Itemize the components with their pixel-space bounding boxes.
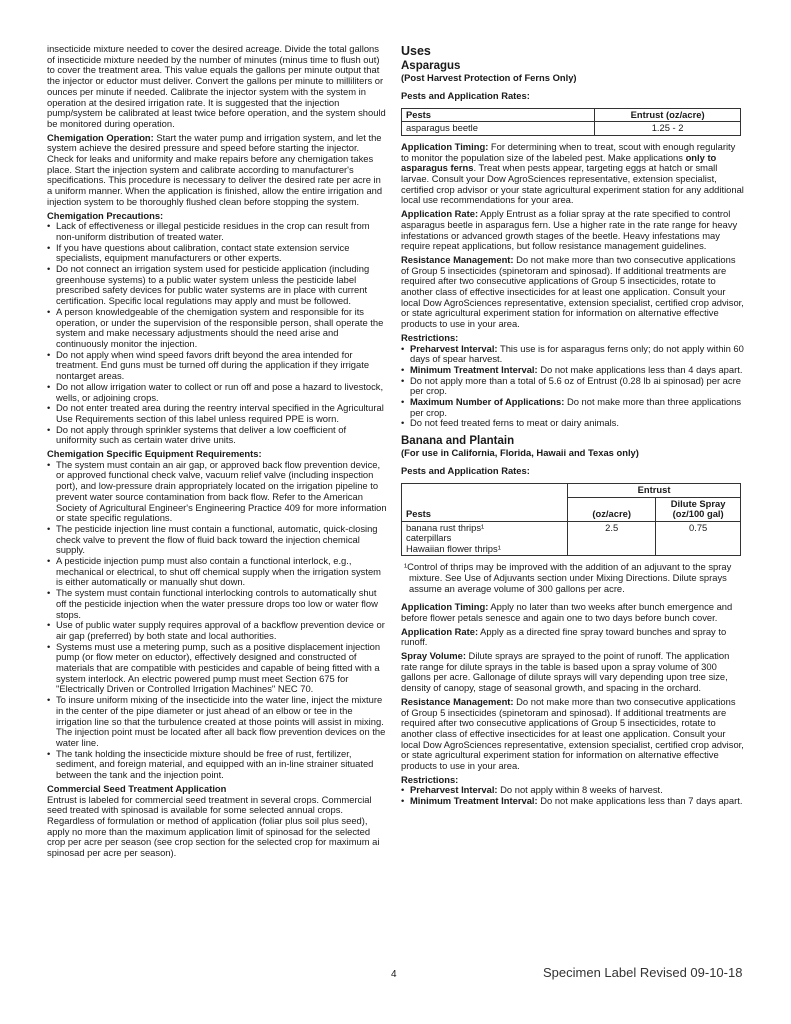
banana-spray-text: Dilute sprays are sprayed to the point of runoff. The application rate range for dilute sprays in the table is based upon a spray volume of 300 gallons per acre. Gallonage of dilute sprays will vary depending upon tree size, density of canopy, stage of seasonal growth, and spacing in the orchard. [401,650,730,694]
precautions-list [47,221,387,446]
banana-rate-label: Application Rate: [401,625,479,637]
list-item: • Use of public water supply requires approval of a backflow prevention device or air gap (preferred) by both state and local authorities. [47,620,387,641]
table-header-dilute: Dilute Spray (oz/100 gal) [656,497,741,521]
asparagus-subtitle: (Post Harvest Protection of Ferns Only) [401,71,577,83]
pest-item: Hawaiian flower thrips¹ [406,542,501,554]
list-item: • Systems must use a metering pump, such as a positive displacement injection pump (or flow meter on eductor), effectively designed and constructed of materials that are compatible with pesticides and capable of being fitted with a system interlock. An electric powered pump must meet Section 675 for "Electrically Driven or Controlled Irrigation Machines" NEC 70. [47,642,387,696]
restriction-label: Minimum Treatment Interval: [410,363,538,375]
asparagus-restrictions-list [401,344,745,430]
seed-treatment-paragraph: Entrust is labeled for commercial seed treatment in several crops. Commercial seed treated with spinosad is available for some selected annual crops. Regardless of formulation or method of application (foliar plus soil plus seed), apply no more than the maximum application limit of spinosad for the selected crop per acre per season (see crop section for the selected crop for maximum ai spinosad per acre per season). [47,793,380,859]
banana-rate-paragraph [401,627,745,648]
banana-rates-heading: Pests and Application Rates: [401,465,530,477]
table-header-pests: Pests [402,497,568,521]
equipment-heading: Chemigation Specific Equipment Requirements: [47,448,262,460]
list-item: • The system must contain an air gap, or approved back flow prevention device, or approved functional check valve, vacuum relief valve (including inspection port), and low-pressure drain appropriately located on the irrigation pipeline to prevent water source contamination from back flow. Refer to the American Society of Agricultural Engineer's Engineering Practice 409 for more information or state specific regulations. [47,460,387,524]
table-header-acre: (oz/acre) [568,497,656,521]
banana-timing-text: Apply no later than two weeks after bunch emergence and before flower petals senesce and again one to two days before bunch cover. [401,601,733,623]
list-item: • Do not allow irrigation water to collect or run off and pose a hazard to livestock, wells, or adjoining crops. [47,382,387,403]
table-header-rate: Entrust (oz/acre) [595,108,741,122]
banana-restrictions-list [401,785,745,806]
asparagus-rates-heading: Pests and Application Rates: [401,90,530,102]
asparagus-resistance-paragraph [401,255,745,330]
table-row [402,521,741,556]
banana-rate-text: Apply as a directed fine spray toward bunches and spray to runoff. [401,625,727,648]
restriction-label: Preharvest Interval: [410,342,498,354]
list-item: • Do not apply through sprinkler systems that deliver a low coefficient of uniformity such as certain water drive units. [47,425,387,446]
asparagus-timing-emphasis: only to asparagus ferns [401,151,717,174]
banana-resistance-text: Do not make more than two consecutive applications of Group 5 insecticides (spinetoram and spinosad). If additional treatments are required after two consecutive applications of Group 5 insecticides, rotate to another class of effective insecticides for at least one application. Consult your local Dow AgroSciences representative, extension specialist, certified crop advisor, or state agricultural experiment station for information on alternative effective products to use in your area. [401,695,744,772]
asparagus-rate-paragraph [401,209,745,252]
pest-item: caterpillars [406,532,452,544]
banana-timing-paragraph [401,602,745,623]
table-cell-pests [402,521,568,556]
right-column [401,44,745,810]
list-item [401,397,745,418]
chemigation-operation-paragraph [47,133,387,208]
restriction-label: Minimum Treatment Interval: [410,795,538,807]
table-header-blank [402,484,568,498]
table-header-pests: Pests [402,108,595,122]
table-cell-rate: 1.25 - 2 [595,122,741,136]
chemigation-operation-text: Start the water pump and irrigation system, and let the system achieve the desired pressure and speed before starting the injector. Check for leaks and uniformity and make repairs before any chemigation takes place. Start the injection system and calibrate according to manufacturer's specifications. This procedure is necessary to deliver the desired rate per acre in a uniform manner. When the application is finished, allow the entire irrigation and injection system to be thoroughly flushed clean before stopping the system. [47,131,383,207]
banana-restrictions-heading: Restrictions: [401,773,459,785]
banana-timing-label: Application Timing: [401,601,489,613]
seed-treatment-heading: Commercial Seed Treatment Application [47,782,227,794]
restriction-text: Do not apply more than a total of 5.6 oz of Entrust (0.28 lb ai spinosad) per acre per crop. [410,374,741,397]
restriction-text: Do not make applications less than 7 days apart. [537,795,743,807]
chemigation-operation-label: Chemigation Operation: [47,131,154,143]
list-item: • The pesticide injection line must contain a functional, automatic, quick-closing check valve to prevent the flow of fluid back toward the injection chemical supply. [47,524,387,556]
restriction-label: Maximum Number of Applications: [410,396,565,408]
asparagus-resistance-text: Do not make more than two consecutive applications of Group 5 insecticides (spinetoram and spinosad). If additional treatments are required after two consecutive applications of Group 5 insecticides, rotate to another class of effective insecticides for at least one application. Consult your local Dow AgroSciences representative, extension specialist, certified crop advisor, or state agricultural experiment station for information on alternative effective products to use in your area. [401,253,744,330]
asparagus-rate-label: Application Rate: [401,208,479,220]
banana-rates-table [401,483,741,556]
left-column [47,44,387,862]
uses-heading: Uses [401,44,431,58]
list-item: • The system must contain functional interlocking controls to automatically shut off the pesticide injection when the water pressure drops too low or water flow stops. [47,588,387,620]
revision-footer: Specimen Label Revised 09-10-18 [543,965,743,980]
list-item: • A person knowledgeable of the chemigation system and responsible for its operation, or under the supervision of the responsible person, shall operate the system and make necessary adjustments should the need arise and continuously monitor the injection. [47,307,387,350]
asparagus-resistance-label: Resistance Management: [401,253,514,265]
table-cell-dilute: 0.75 [656,521,741,556]
precautions-heading: Chemigation Precautions: [47,209,164,221]
banana-title: Banana and Plantain [401,435,515,448]
list-item: • If you have questions about calibration, contact state extension service specialists, equipment manufacturers or other experts. [47,243,387,264]
list-item: • Lack of effectiveness or illegal pesticide residues in the crop can result from non-uniform distribution of treated water. [47,221,387,242]
list-item: • Do not connect an irrigation system used for pesticide application (including greenhouse systems) to a public water system unless the pesticide label prescribed safety devices for public water systems are in place with current certification. Specific local regulations may apply and must be followed. [47,264,387,307]
page-number: 4 [391,969,397,980]
list-item: • Do not apply when wind speed favors drift beyond the area intended for treatment. End guns must be turned off during the application if they irrigate nontarget areas. [47,350,387,382]
banana-spray-paragraph [401,651,745,694]
banana-resistance-label: Resistance Management: [401,695,514,707]
list-item: • Do not enter treated area during the reentry interval specified in the Agricultural Use Requirements section of this label unless required PPE is worn. [47,403,387,424]
equipment-list [47,460,387,781]
restriction-text: Do not feed treated ferns to meat or dairy animals. [410,417,619,429]
restriction-text: Do not make more than three applications per crop. [410,396,742,418]
table-cell-acre: 2.5 [568,521,656,556]
asparagus-timing-label: Application Timing: [401,140,489,152]
banana-subtitle: (For use in California, Florida, Hawaii and Texas only) [401,446,639,458]
asparagus-rate-text: Apply Entrust as a foliar spray at the rate specified to control asparagus beetle in asparagus fern. Use a higher rate in the rate range for heavy infestations or advanced growth stages of the beetle. Heavy infestations may require repeat applications, but follow resistance management guidelines. [401,208,738,252]
list-item [401,418,745,429]
asparagus-timing-paragraph [401,142,745,206]
restriction-label: Preharvest Interval: [410,784,498,796]
banana-footnote: ¹Control of thrips may be improved with the addition of an adjuvant to the spray mixture. See Use of Adjuvants section under Mixing Directions. Dilute sprays assume an average volume of 300 gallons per acre. [404,561,732,594]
list-item: • To insure uniform mixing of the insecticide into the water line, inject the mixture in the center of the pipe diameter or just ahead of an elbow or tee in the irrigation line so that the turbulence created at those points will assist in mixing. The injection point must be located after all back flow prevention devices on the water line. [47,695,387,749]
restriction-text: This use is for asparagus ferns only; do not apply within 60 days of spear harvest. [410,342,744,365]
restriction-text: Do not apply within 8 weeks of harvest. [497,784,663,796]
asparagus-timing-text-b: . Treat when pests appear, targeting eggs at hatch or small larvae. Consult your Dow AgroSciences representative, extension specialist, certified crop advisor or your state agricultural experiment station for any additional local use recommendations for your area. [401,162,744,206]
list-item: • The tank holding the insecticide mixture should be free of rust, fertilizer, sediment, and foreign material, and equipped with an in-line strainer situated between the tank and the injection point. [47,749,387,781]
table-row [402,122,741,136]
list-item [401,376,745,397]
list-item [401,344,745,365]
banana-spray-label: Spray Volume: [401,650,466,662]
table-cell-pest: asparagus beetle [402,122,595,136]
restriction-text: Do not make applications less than 4 days apart. [537,363,743,375]
asparagus-timing-text-a: For determining when to treat, scout with enough regularity to monitor the population size of the labeled pest. Make applications [401,140,736,163]
asparagus-rates-table [401,108,741,136]
asparagus-title: Asparagus [401,60,461,72]
calibration-paragraph: insecticide mixture needed to cover the desired acreage. Divide the total gallons of insecticide mixture needed by the number of minutes (minus time to flush out) to cover the treatment area. This value equals the gallons per minute output that the injector or eductor must deliver. Convert the gallons per minute to milliliters or ounces per minute if needed. Calibrate the injector system with the system in operation at the desired irrigation rate. It is suggested that the injection pump/system be calibrated at least twice before operation, and the system should be monitored during operation. [47,43,386,129]
list-item [401,796,745,807]
pest-item: banana rust thrips¹ [406,521,485,533]
table-header-group: Entrust [568,484,741,498]
asparagus-restrictions-heading: Restrictions: [401,331,459,343]
list-item: • A pesticide injection pump must also contain a functional interlock, e.g., mechanical or electrical, to shut off chemical supply when the irrigation system is either automatically or manually shut down. [47,556,387,588]
banana-resistance-paragraph [401,697,745,772]
